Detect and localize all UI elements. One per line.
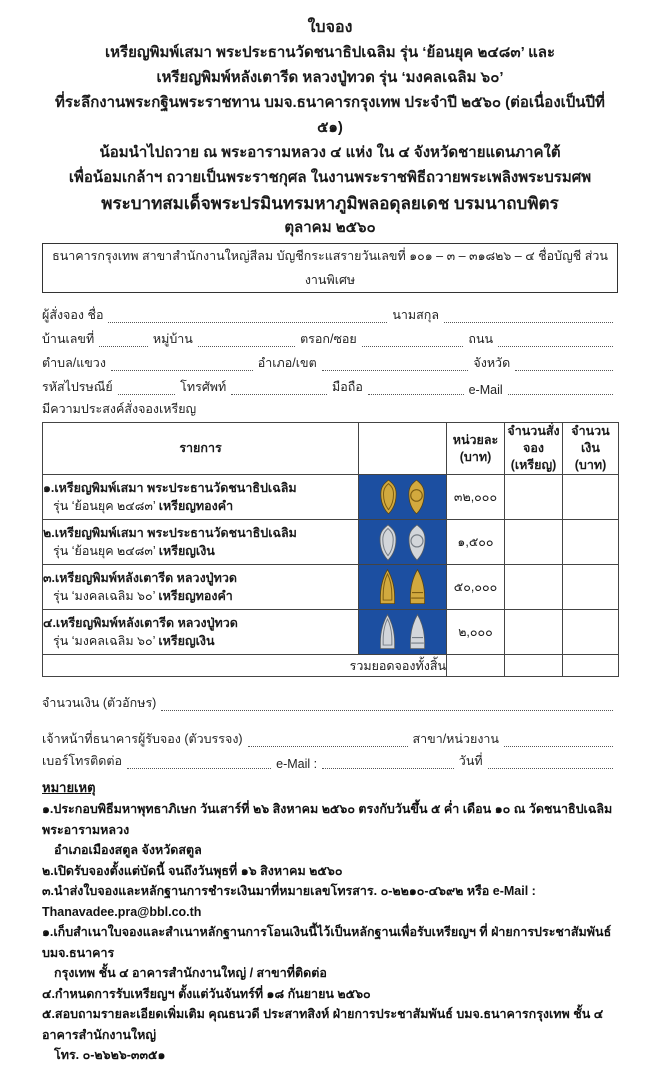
province-field-line[interactable] bbox=[515, 355, 613, 371]
notes-section bbox=[42, 777, 618, 1066]
amount-cell-blank[interactable] bbox=[563, 565, 619, 610]
house-no-field-line[interactable] bbox=[99, 331, 148, 347]
col-header-unit-price: หน่วยละ (บาท) bbox=[447, 423, 505, 475]
title-line-king-name: พระบาทสมเด็จพระปรมินทรมหาภูมิพลอดุลยเดช บรมนาถบพิตร bbox=[101, 194, 559, 213]
phone-label: โทรศัพท์ bbox=[180, 380, 227, 394]
note-line: ๑.เก็บสำเนาใบจองและสำเนาหลักฐานการโอนเงินนี้ไว้เป็นหลักฐานเพื่อรับเหรียญฯ ที่ ฝ่ายการประชาสัมพันธ์ บมจ.ธนาคาร bbox=[42, 925, 612, 960]
note-line: ๒.เปิดรับจองตั้งแต่บัดนี้ จนถึงวันพุธที่ ๑๖ สิงหาคม ๒๕๖๐ bbox=[42, 863, 343, 878]
branch-unit-field-line[interactable] bbox=[504, 731, 613, 747]
title-line: ที่ระลึกงานพระกฐินพระราชทาน บมจ.ธนาคารกรุงเทพ ประจำปี ๒๕๖๐ (ต่อเนื่องเป็นปีที่ ๕๑) bbox=[55, 94, 605, 136]
staff-email-field-line[interactable] bbox=[322, 753, 454, 769]
unit-price-value: ๓๒,๐๐๐ bbox=[447, 475, 505, 520]
subdistrict-field-line[interactable] bbox=[111, 355, 253, 371]
unit-price-value: ๒,๐๐๐ bbox=[447, 610, 505, 655]
orderer-fields bbox=[42, 301, 618, 419]
title-line: น้อมนำไปถวาย ณ พระอารามหลวง ๔ แห่ง ใน ๔ จังหวัดชายแดนภาคใต้ bbox=[99, 144, 561, 161]
mobile-label: มือถือ bbox=[332, 380, 363, 394]
note-line: ๕.สอบถามรายละเอียดเพิ่มเติม คุณธนวดี ประสาทสิงห์ ฝ่ายการประชาสัมพันธ์ บมจ.ธนาคารกรุงเทพ ชั้น ๔ อาคารสำนักงานใหญ่ bbox=[42, 1007, 604, 1042]
house-no-label: บ้านเลขที่ bbox=[42, 332, 95, 346]
total-quantity-cell-blank[interactable] bbox=[505, 655, 563, 677]
order-intent-label: มีความประสงค์สั่งจองเหรียญ bbox=[42, 402, 197, 416]
note-line: ๑.ประกอบพิธีมหาพุทธาภิเษก วันเสาร์ที่ ๒๖ สิงหาคม ๒๕๖๐ ตรงกับวันขึ้น ๕ ค่ำ เดือน ๑๐ ณ วัดชนาธิปเฉลิม พระอารามหลวง bbox=[42, 802, 613, 837]
item-description: ๓.เหรียญพิมพ์หลังเตารีด หลวงปู่ทวด รุ่น ‘มงคลเฉลิม ๖๐’ เหรียญทองคำ bbox=[43, 565, 359, 610]
bank-account-box bbox=[42, 243, 618, 293]
lane-label: ตรอก/ซอย bbox=[300, 332, 357, 346]
phone-field-line[interactable] bbox=[231, 379, 327, 395]
order-table bbox=[42, 422, 619, 677]
mobile-field-line[interactable] bbox=[368, 379, 464, 395]
district-label: อำเภอ/เขต bbox=[257, 356, 317, 370]
district-field-line[interactable] bbox=[322, 355, 469, 371]
silver-taoreed-medals-photo bbox=[359, 610, 447, 655]
table-row bbox=[43, 475, 619, 520]
road-field-line[interactable] bbox=[498, 331, 613, 347]
col-header-quantity: จำนวนสั่งจอง (เหรียญ) bbox=[505, 423, 563, 475]
contact-phone-field-line[interactable] bbox=[127, 753, 271, 769]
title-line: เพื่อน้อมเกล้าฯ ถวายเป็นพระราชกุศล ในงานพระราชพิธีถวายพระเพลิงพระบรมศพ bbox=[68, 169, 592, 186]
col-header-image bbox=[359, 423, 447, 475]
amount-cell-blank[interactable] bbox=[563, 475, 619, 520]
surname-label: นามสกุล bbox=[392, 308, 439, 322]
note-line-continuation: อำเภอเมืองสตูล จังหวัดสตูล bbox=[54, 843, 202, 857]
bank-account-text: ธนาคารกรุงเทพ สาขาสำนักงานใหญ่สีลม บัญชีกระแสรายวันเลขที่ ๑๐๑ – ๓ – ๓๑๘๒๖ – ๔ ชื่อบัญชี ส่วนงานพิเศษ bbox=[52, 249, 608, 287]
item-description: ๒.เหรียญพิมพ์เสมา พระประธานวัดชนาธิปเฉลิม รุ่น ‘ย้อนยุค ๒๔๘๓’ เหรียญเงิน bbox=[43, 520, 359, 565]
amount-in-words-label: จำนวนเงิน (ตัวอักษร) bbox=[42, 696, 157, 710]
total-label: รวมยอดจองทั้งสิ้น bbox=[43, 655, 447, 677]
table-row bbox=[43, 610, 619, 655]
title-line: เหรียญพิมพ์เสมา พระประธานวัดชนาธิปเฉลิม รุ่น ‘ย้อนยุค ๒๔๘๓’ และ bbox=[105, 44, 555, 61]
quantity-cell-blank[interactable] bbox=[505, 520, 563, 565]
item-description: ๔.เหรียญพิมพ์หลังเตารีด หลวงปู่ทวด รุ่น ‘มงคลเฉลิม ๖๐’ เหรียญเงิน bbox=[43, 610, 359, 655]
email-label: e-Mail bbox=[468, 383, 503, 397]
staff-email-label: e-Mail : bbox=[276, 757, 318, 771]
note-line: ๔.กำหนดการรับเหรียญฯ ตั้งแต่วันจันทร์ที่ ๑๘ กันยายน ๒๕๖๐ bbox=[42, 986, 371, 1001]
amount-in-words-field-line[interactable] bbox=[161, 695, 613, 711]
amount-cell-blank[interactable] bbox=[563, 610, 619, 655]
col-header-amount: จำนวนเงิน (บาท) bbox=[563, 423, 619, 475]
contact-phone-label: เบอร์โทรติดต่อ bbox=[42, 754, 122, 768]
orderer-name-label: ผู้สั่งจอง ชื่อ bbox=[42, 308, 104, 322]
total-unit-cell-blank bbox=[447, 655, 505, 677]
first-name-field-line[interactable] bbox=[108, 307, 387, 323]
form-title-block bbox=[42, 16, 618, 238]
village-field-line[interactable] bbox=[198, 331, 295, 347]
postcode-field-line[interactable] bbox=[118, 379, 175, 395]
page-title: ใบจอง bbox=[307, 19, 353, 36]
note-line: ๓.นำส่งใบจองและหลักฐานการชำระเงินมาที่หมายเลขโทรสาร. ๐-๒๒๑๐-๔๖๙๒ หรือ e-Mail : Thanavadee.pra@bbl.co.th bbox=[42, 884, 536, 919]
unit-price-value: ๕๐,๐๐๐ bbox=[447, 565, 505, 610]
amount-cell-blank[interactable] bbox=[563, 520, 619, 565]
subdistrict-label: ตำบล/แขวง bbox=[42, 356, 106, 370]
title-line: เหรียญพิมพ์หลังเตารีด หลวงปู่ทวด รุ่น ‘มงคลเฉลิม ๖๐’ bbox=[156, 69, 504, 86]
village-label: หมู่บ้าน bbox=[152, 332, 193, 346]
gold-sema-medals-photo bbox=[359, 475, 447, 520]
email-field-line[interactable] bbox=[508, 379, 613, 395]
quantity-cell-blank[interactable] bbox=[505, 475, 563, 520]
lane-field-line[interactable] bbox=[362, 331, 464, 347]
quantity-cell-blank[interactable] bbox=[505, 565, 563, 610]
title-line-month: ตุลาคม ๒๕๖๐ bbox=[284, 219, 376, 236]
bank-staff-label: เจ้าหน้าที่ธนาคารผู้รับจอง (ตัวบรรจง) bbox=[42, 732, 243, 746]
note-line-continuation: กรุงเทพ ชั้น ๔ อาคารสำนักงานใหญ่ / สาขาที่ติดต่อ bbox=[54, 966, 327, 980]
note-line-continuation: โทร. ๐-๒๖๒๖-๓๓๕๑ bbox=[54, 1048, 166, 1062]
table-row bbox=[43, 520, 619, 565]
silver-sema-medals-photo bbox=[359, 520, 447, 565]
col-header-item: รายการ bbox=[43, 423, 359, 475]
unit-price-value: ๑,๕๐๐ bbox=[447, 520, 505, 565]
province-label: จังหวัด bbox=[473, 356, 511, 370]
table-row bbox=[43, 565, 619, 610]
surname-field-line[interactable] bbox=[444, 307, 613, 323]
gold-taoreed-medals-photo bbox=[359, 565, 447, 610]
footer-fields bbox=[42, 691, 618, 771]
item-description: ๑.เหรียญพิมพ์เสมา พระประธานวัดชนาธิปเฉลิม รุ่น ‘ย้อนยุค ๒๔๘๓’ เหรียญทองคำ bbox=[43, 475, 359, 520]
postcode-label: รหัสไปรษณีย์ bbox=[42, 380, 113, 394]
notes-heading: หมายเหตุ bbox=[42, 780, 96, 795]
date-field-line[interactable] bbox=[488, 753, 613, 769]
date-label: วันที่ bbox=[458, 754, 483, 768]
total-amount-cell-blank[interactable] bbox=[563, 655, 619, 677]
quantity-cell-blank[interactable] bbox=[505, 610, 563, 655]
total-row bbox=[43, 655, 619, 677]
road-label: ถนน bbox=[468, 332, 494, 346]
bank-staff-field-line[interactable] bbox=[248, 731, 408, 747]
branch-unit-label: สาขา/หน่วยงาน bbox=[412, 732, 499, 746]
